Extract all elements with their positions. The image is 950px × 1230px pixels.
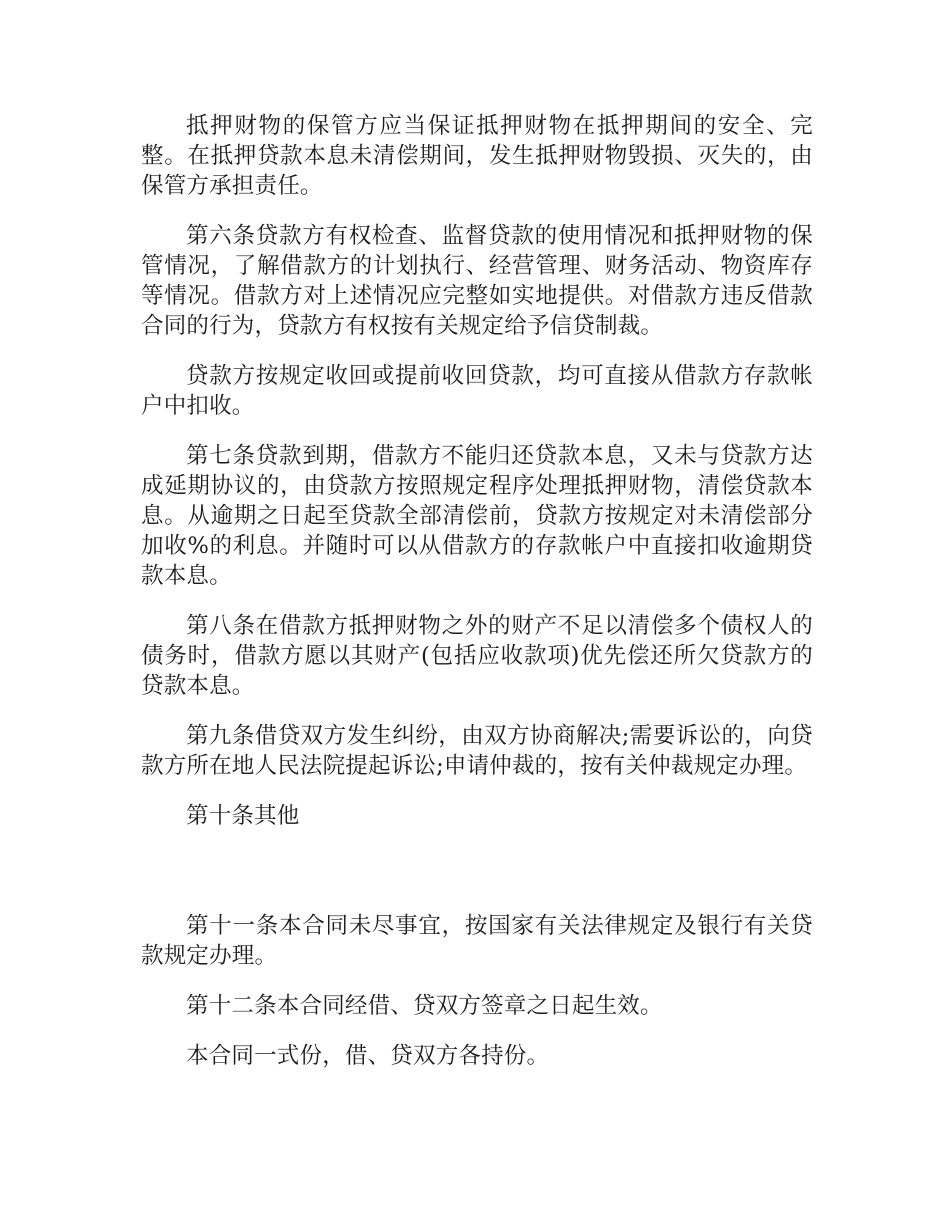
document-body (141, 111, 813, 1091)
paragraph-loan-recovery: 贷款方按规定收回或提前收回贷款，均可直接从借款方存款帐户中扣收。 (141, 363, 813, 419)
paragraph-article-7: 第七条贷款到期，借款方不能归还贷款本息，又未与贷款方达成延期协议的，由贷款方按照规定程序处理抵押财物，清偿贷款本息。从逾期之日起至贷款全部清偿前，贷款方按规定对未清偿部分加收%的利息。并随时可以从借款方的存款帐户中直接扣收逾期贷款本息。 (141, 443, 813, 589)
paragraph-article-8: 第八条在借款方抵押财物之外的财产不足以清偿多个债权人的债务时，借款方愿以其财产(包括应收款项)优先偿还所欠贷款方的贷款本息。 (141, 613, 813, 699)
paragraph-article-9: 第九条借贷双方发生纠纷，由双方协商解决;需要诉讼的，向贷款方所在地人民法院提起诉讼;申请仲裁的，按有关仲裁规定办理。 (141, 723, 813, 779)
paragraph-article-11: 第十一条本合同未尽事宜，按国家有关法律规定及银行有关贷款规定办理。 (141, 913, 813, 969)
paragraph-collateral-custody: 抵押财物的保管方应当保证抵押财物在抵押期间的安全、完整。在抵押贷款本息未清偿期间，发生抵押财物毁损、灭失的，由保管方承担责任。 (141, 113, 813, 199)
paragraph-article-10: 第十条其他 (186, 803, 300, 829)
paragraph-article-12: 第十二条本合同经借、贷双方签章之日起生效。 (186, 993, 663, 1019)
paragraph-article-6: 第六条贷款方有权检查、监督贷款的使用情况和抵押财物的保管情况，了解借款方的计划执行、经营管理、财务活动、物资库存等情况。借款方对上述情况应完整如实地提供。对借款方违反借款合同的行为，贷款方有权按有关规定给予信贷制裁。 (141, 223, 813, 339)
paragraph-copies: 本合同一式份，借、贷双方各持份。 (186, 1043, 550, 1069)
